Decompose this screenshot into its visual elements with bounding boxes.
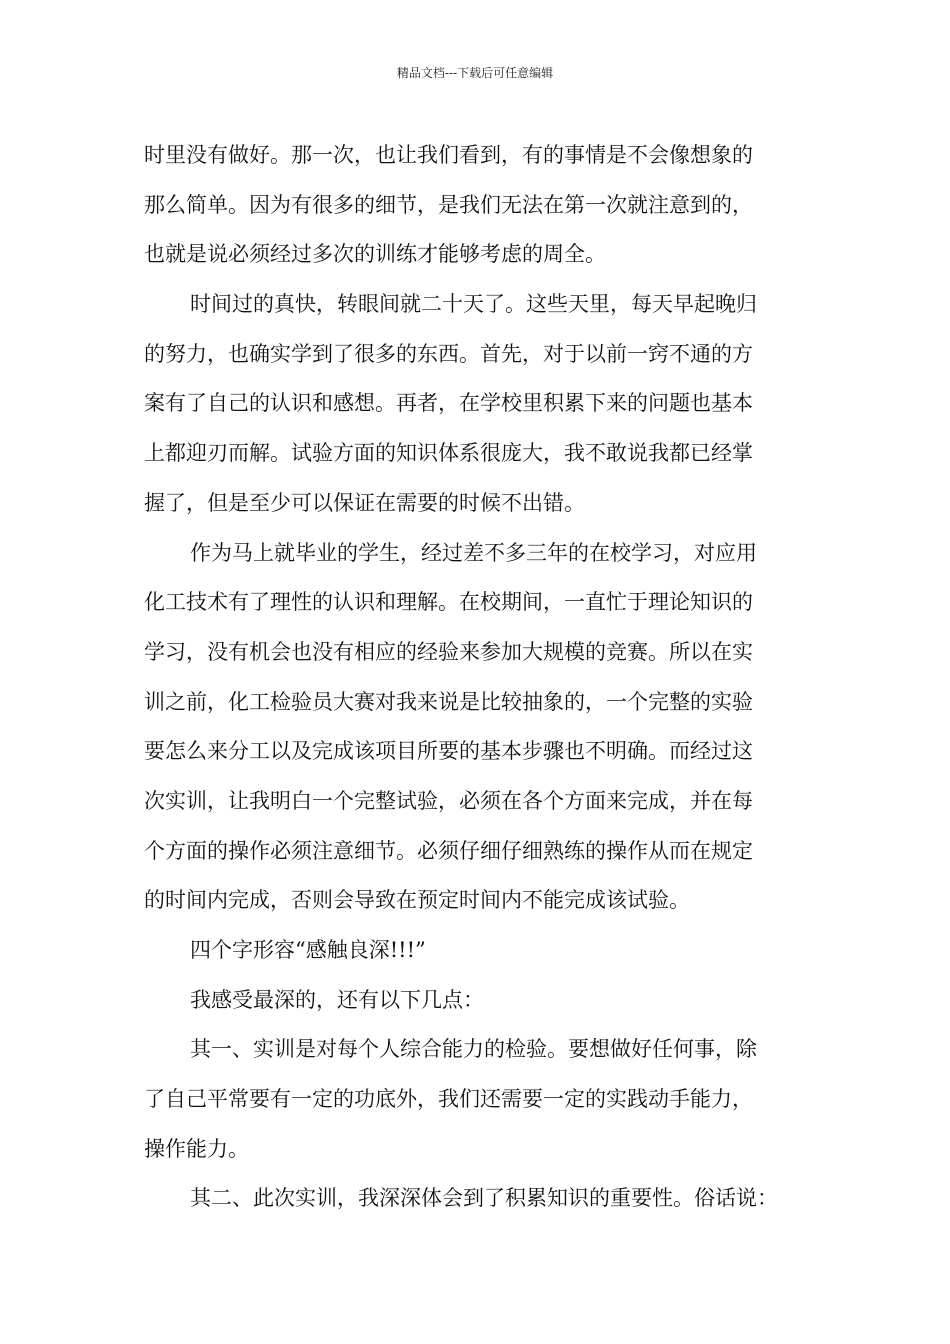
text-line: 的时间内完成，否则会导致在预定时间内不能完成该试验。	[144, 888, 690, 913]
text-line: 的努力，也确实学到了很多的东西。首先，对于以前一窍不通的方	[144, 341, 753, 366]
text-line: 学习，没有机会也没有相应的经验来参加大规模的竞赛。所以在实	[144, 639, 753, 664]
text-line: 握了，但是至少可以保证在需要的时候不出错。	[144, 490, 585, 515]
text-line: 我感受最深的，还有以下几点：	[190, 987, 484, 1012]
text-line: 其二、此次实训，我深深体会到了积累知识的重要性。俗话说：	[190, 1186, 778, 1211]
text-line: 也就是说必须经过多次的训练才能够考虑的周全。	[144, 242, 606, 267]
page-header: 精品文档---下载后可任意编辑	[396, 66, 554, 80]
text-line: 了自己平常要有一定的功底外，我们还需要一定的实践动手能力，	[144, 1087, 753, 1112]
text-line: 化工技术有了理性的认识和理解。在校期间，一直忙于理论知识的	[144, 590, 753, 615]
text-line: 那么简单。因为有很多的细节，是我们无法在第一次就注意到的，	[144, 192, 753, 217]
text-line: 个方面的操作必须注意细节。必须仔细仔细熟练的操作从而在规定	[144, 838, 753, 863]
text-line: 次实训，让我明白一个完整试验，必须在各个方面来完成，并在每	[144, 788, 753, 813]
text-line: 上都迎刃而解。试验方面的知识体系很庞大，我不敢说我都已经掌	[144, 441, 753, 466]
text-line: 训之前，化工检验员大赛对我来说是比较抽象的，一个完整的实验	[144, 689, 753, 714]
text-line: 操作能力。	[144, 1136, 249, 1161]
text-line: 要怎么来分工以及完成该项目所要的基本步骤也不明确。而经过这	[144, 739, 753, 764]
text-line: 时间过的真快，转眼间就二十天了。这些天里，每天早起晚归	[190, 292, 757, 317]
text-line: 案有了自己的认识和感想。再者，在学校里积累下来的问题也基本	[144, 391, 753, 416]
text-line: 时里没有做好。那一次，也让我们看到，有的事情是不会像想象的	[144, 143, 753, 167]
document-body	[144, 131, 824, 1224]
text-line: 作为马上就毕业的学生，经过差不多三年的在校学习，对应用	[190, 540, 757, 565]
text-line: 四个字形容“感触良深!!!”	[190, 938, 426, 962]
text-line: 其一、实训是对每个人综合能力的检验。要想做好任何事，除	[190, 1037, 757, 1062]
